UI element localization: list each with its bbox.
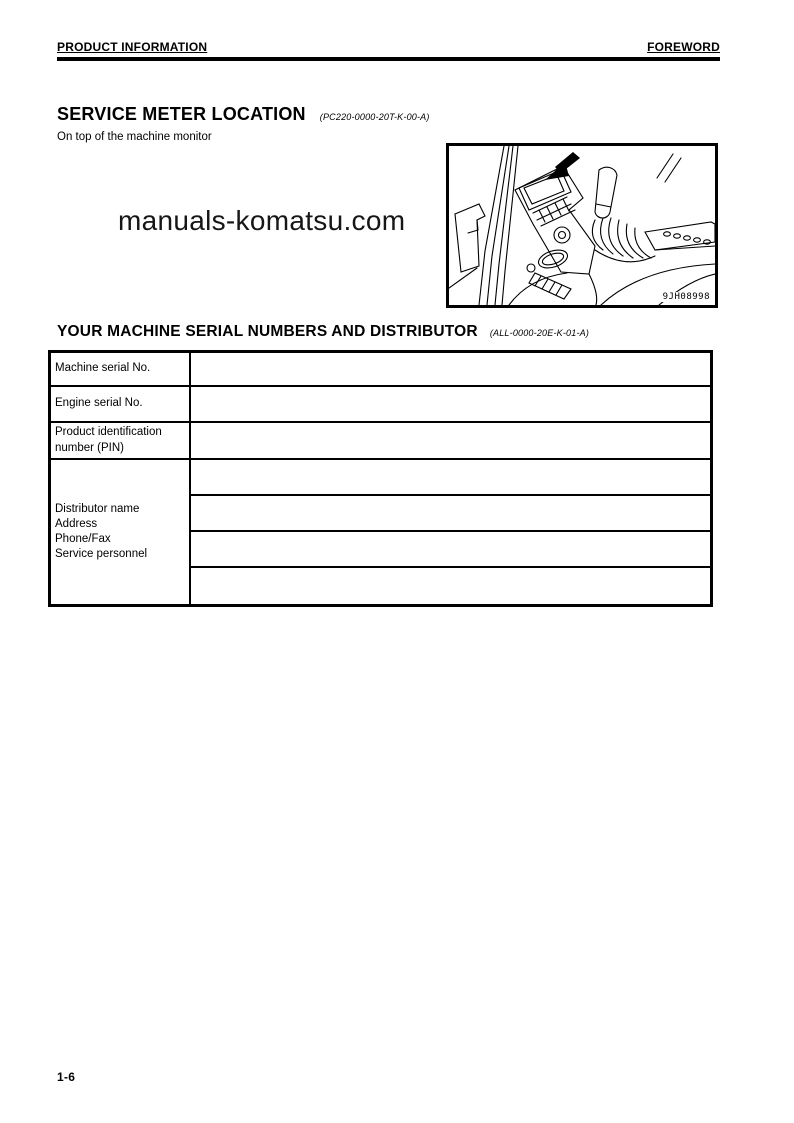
engine-serial-value xyxy=(191,387,710,421)
service-meter-figure xyxy=(446,143,718,308)
machine-serial-label: Machine serial No. xyxy=(51,353,191,385)
header-left-title: PRODUCT INFORMATION xyxy=(57,40,208,54)
table-row xyxy=(51,385,710,421)
table-row xyxy=(51,353,710,385)
serial-numbers-table xyxy=(48,350,713,607)
distributor-label xyxy=(51,460,191,604)
distributor-value-cell xyxy=(191,460,710,494)
pointer-arrow-icon xyxy=(545,152,580,180)
header-rule xyxy=(57,57,720,61)
page-number: 1-6 xyxy=(57,1070,76,1084)
serial-numbers-code: (ALL-0000-20E-K-01-A) xyxy=(489,328,590,338)
distributor-label-line: Service personnel xyxy=(55,548,148,561)
pin-label: Product identification number (PIN) xyxy=(51,423,191,458)
machine-serial-value xyxy=(191,353,710,385)
cab-interior-drawing xyxy=(449,146,715,305)
table-row xyxy=(51,421,710,458)
distributor-value-cell xyxy=(191,566,710,604)
service-meter-body: On top of the machine monitor xyxy=(57,131,212,143)
serial-numbers-title: YOUR MACHINE SERIAL NUMBERS AND DISTRIBUTOR xyxy=(57,323,478,340)
header-right-title: FOREWORD xyxy=(647,40,720,54)
service-meter-code: (PC220-0000-20T-K-00-A) xyxy=(319,112,430,122)
distributor-value-cell xyxy=(191,494,710,530)
distributor-label-line: Address xyxy=(55,517,98,530)
serial-numbers-title-row xyxy=(57,323,589,341)
distributor-value-cell xyxy=(191,530,710,566)
pin-value xyxy=(191,423,710,458)
distributor-label-line: Distributor name xyxy=(55,502,140,515)
engine-serial-label: Engine serial No. xyxy=(51,387,191,421)
table-row-distributor xyxy=(51,458,710,604)
service-meter-title: SERVICE METER LOCATION xyxy=(57,104,306,124)
distributor-label-line: Phone/Fax xyxy=(55,533,111,545)
figure-reference-code: 9JH08998 xyxy=(662,292,710,302)
watermark-text: manuals-komatsu.com xyxy=(118,205,406,236)
service-meter-title-row xyxy=(57,104,430,125)
distributor-values-column xyxy=(191,460,710,604)
